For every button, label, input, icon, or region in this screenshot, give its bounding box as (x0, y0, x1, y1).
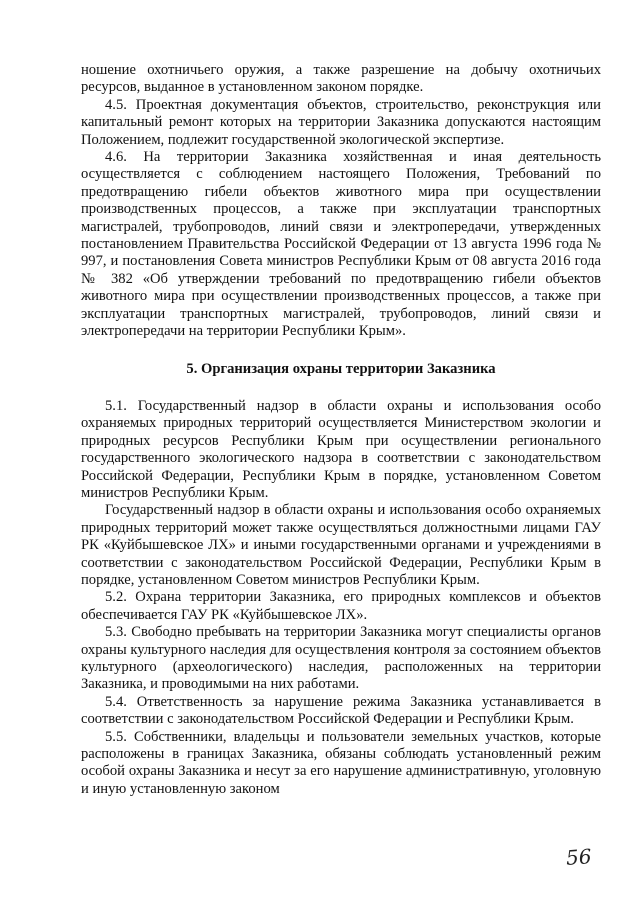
paragraph-5-2: 5.2. Охрана территории Заказника, его природных комплексов и объектов обеспечивается ГАУ РК «Куйбышевское ЛХ». (81, 589, 601, 623)
paragraph-5-1: 5.1. Государственный надзор в области охраны и использования особо охраняемых природных территорий осуществляется Министерством экологии и природных ресурсов Республики Крым при осуществлении регионального государственного экологического надзора в соответствии с законодательством Российской Федерации, Республики Крым в порядке, установленном Советом министров Республики Крым. (81, 397, 601, 501)
paragraph-5-4: 5.4. Ответственность за нарушение режима Заказника устанавливается в соответствии с законодательством Российской Федерации и Республики Крым. (81, 693, 601, 728)
paragraph-5-1-supervision: Государственный надзор в области охраны и использования особо охраняемых природных территорий может также осуществляться должностными лицами ГАУ РК «Куйбышевское ЛХ» и иными государственными органами и учреждениями в соответствии с законодательством Российской Федерации, Республики Крым в порядке, установленном Советом министров Республики Крым. (81, 502, 601, 588)
paragraph-continuation: ношение охотничьего оружия, а также разрешение на добычу охотничьих ресурсов, выданное в установленном законом порядке. (81, 62, 601, 96)
page-number: 56 (565, 844, 593, 870)
section-heading: 5. Организация охраны территории Заказника (186, 360, 496, 377)
paragraph-5-3: 5.3. Свободно пребывать на территории Заказника могут специалисты органов охраны культурного наследия для осуществления контроля за состоянием объектов культурного (археологического) наследия, расположенных на территории Заказника, и проводимыми на них работами. (81, 624, 601, 693)
document-page (81, 62, 601, 798)
paragraph-4-5: 4.5. Проектная документация объектов, строительство, реконструкция или капитальный ремонт которых на территории Заказника допускаются настоящим Положением, подлежит государственной экологической экспертизе. (81, 96, 601, 148)
paragraph-4-6: 4.6. На территории Заказника хозяйственная и иная деятельность осуществляется с соблюдением настоящего Положения, Требований по предотвращению гибели объектов животного мира при осуществлении производственных процессов, а также при эксплуатации транспортных магистралей, трубопроводов, линий связи и электропередачи, утвержденных постановлением Правительства Российской Федерации от 13 августа 1996 года № 997, и постановления Совета министров Республики Крым от 08 августа 2016 года № 382 «Об утверждении требований по предотвращению гибели объектов животного мира при осуществлении производственных процессов, а также при эксплуатации транспортных магистралей, трубопроводов, линий связи и электропередачи на территории Республики Крым». (81, 149, 601, 340)
paragraph-5-5: 5.5. Собственники, владельцы и пользователи земельных участков, которые расположены в границах Заказника, обязаны соблюдать установленный режим особой охраны Заказника и несут за его нарушение административную, уголовную и иную установленную законом (81, 728, 601, 797)
